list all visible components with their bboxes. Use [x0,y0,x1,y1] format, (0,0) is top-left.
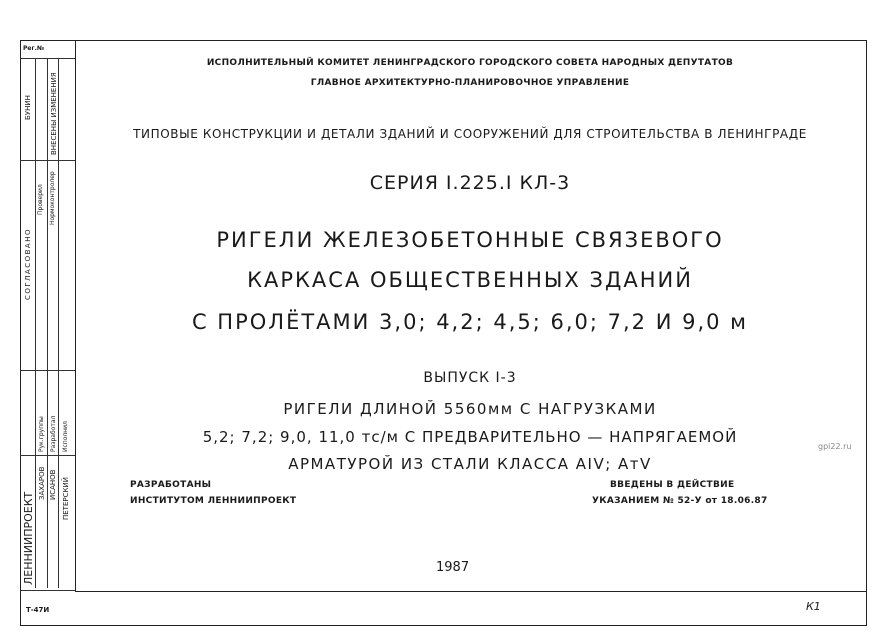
name-isanov: ИСАНОВ [49,469,57,500]
form-code: Т-47И [26,606,50,614]
department-line: ГЛАВНОЕ АРХИТЕКТУРНО-ПЛАНИРОВОЧНОЕ УПРАВЛЕНИЕ [310,78,630,88]
org-name: ЛЕННИИПРОЕКТ [22,491,35,585]
title-line-1: РИГЕЛИ ЖЕЛЕЗОБЕТОННЫЕ СВЯЗЕВОГО [216,228,724,252]
sheet-number: К1 [806,600,821,613]
collection-title: ТИПОВЫЕ КОНСТРУКЦИИ И ДЕТАЛИ ЗДАНИЙ И СООРУЖЕНИЙ ДЛЯ СТРОИТЕЛЬСТВА В ЛЕНИНГРАДЕ [133,127,807,141]
title-line-3: С ПРОЛЁТАМИ 3,0; 4,2; 4,5; 6,0; 7,2 И 9,0 м [191,310,749,334]
reg-no-label: Рег.№ [23,45,45,52]
name-peterskiy: ПЕТЕРСКИЙ [62,477,70,520]
developed-line-2: ИНСТИТУТОМ ЛЕННИИПРОЕКТ [130,496,297,506]
enacted-line-1: ВВЕДЕНЫ В ДЕЙСТВИЕ [610,480,735,490]
checked-label: Проверил [37,184,44,215]
role-group-lead: Рук.группы [38,416,45,452]
enacted-line-2: УКАЗАНИЕМ № 52-У от 18.06.87 [592,496,768,506]
issue-line-1: РИГЕЛИ ДЛИНОЙ 5560мм С НАГРУЗКАМИ [283,400,657,418]
name-bunin: БУНИН [24,95,32,120]
watermark: gpi22.ru [818,442,852,451]
issue-line-3: АРМАТУРОЙ ИЗ СТАЛИ КЛАССА AIV; AтV [288,455,652,473]
changes-title: ВНЕСЕНЫ ИЗМЕНЕНИЯ [50,72,58,155]
committee-line: ИСПОЛНИТЕЛЬНЫЙ КОМИТЕТ ЛЕНИНГРАДСКОГО ГОРОДСКОГО СОВЕТА НАРОДНЫХ ДЕПУТАТОВ [206,58,734,68]
title-line-2: КАРКАСА ОБЩЕСТВЕННЫХ ЗДАНИЙ [247,268,693,292]
role-executed: Исполнил [62,421,69,452]
name-zakharov: ЗАХАРОВ [38,466,46,500]
series-title: СЕРИЯ I.225.I КЛ-3 [369,172,571,194]
year: 1987 [436,560,470,575]
developed-line-1: РАЗРАБОТАНЫ [130,480,212,490]
agreed-label: СОГЛАСОВАНО [24,228,32,300]
norm-control-label: Нормоконтролер [49,171,56,225]
role-developed: Разработал [50,415,57,452]
issue-line-2: 5,2; 7,2; 9,0, 11,0 тс/м С ПРЕДВАРИТЕЛЬНО — НАПРЯГАЕМОЙ [202,428,738,446]
issue-number: ВЫПУСК I-3 [423,370,517,386]
